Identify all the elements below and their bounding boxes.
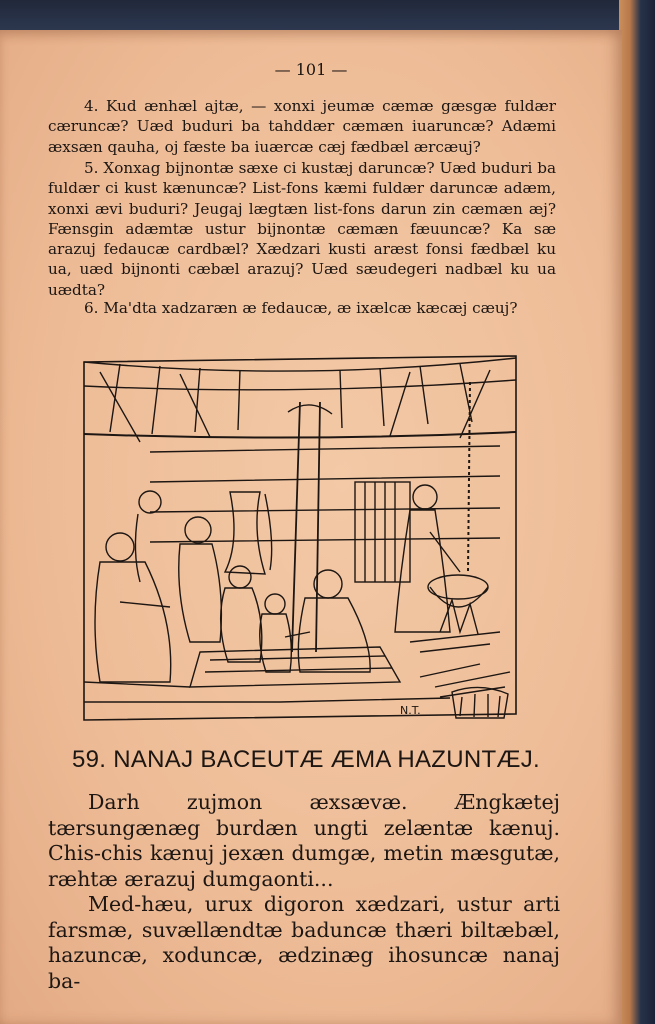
question-paragraph-5: 5. Xonxag bijnontæ sæxe ci kustæj daruncæ? Uæd buduri ba fuldær ci kust kænuncæ? List-fons kæmi fuldær daruncæ adæm, xonxi ævi buduri? Jeugaj lægtæn list-fons darun zin cæmæn æj? Fænsgin adæmtæ ustur bijnontæ cæmæn fæuuncæ? Ka sæ arazuj fedaucæ cardbæl? Xædzari kusti aræst fonsi fædbæl ku ua, uæd bijnonti cæbæl arazuj? Uæd sæudegeri nadbæl ku ua uædta? bbox=[48, 159, 556, 299]
book-cover-edge bbox=[619, 0, 655, 1024]
story-paragraph-1: Darh zujmon æxsævæ. Ængkætej tærsungænæg burdæn ungti zelæntæ kænuj. Chis-chis kænuj jexæn dumgæ, metin mæsgutæ, ræhtæ ærazuj dumgaonti... bbox=[48, 790, 560, 891]
book-page bbox=[0, 30, 622, 1024]
page-number: — 101 — bbox=[274, 60, 348, 79]
illustration-family-hearth bbox=[80, 342, 520, 724]
question-paragraph-6: 6. Ma'dta xadzaræn æ fedaucæ, æ ixælcæ kæcæj cæuj? bbox=[84, 299, 518, 317]
chapter-title: 59. NANAJ BACEUTÆ ÆMA HAZUNTÆJ. bbox=[71, 746, 541, 773]
illustration-signature: N.T. bbox=[400, 704, 421, 717]
story-paragraph-2: Med-hæu, urux digoron xædzari, ustur arti farsmæ, suvællændtæ baduncæ thæri biltæbæl, hazuncæ, xoduncæ, ædzinæg ihosuncæ nanaj ba- bbox=[48, 892, 560, 993]
question-paragraph-4: 4. Kud ænhæl ajtæ, — xonxi jeumæ cæmæ gæsgæ fuldær cæruncæ? Uæd buduri ba tahddær cæmæn iuaruncæ? Adæmi æxsæn qauha, oj fæste ba iuærcæ cæj fædbæl ærcæuj? bbox=[48, 97, 556, 156]
book-cover-top bbox=[0, 0, 655, 32]
